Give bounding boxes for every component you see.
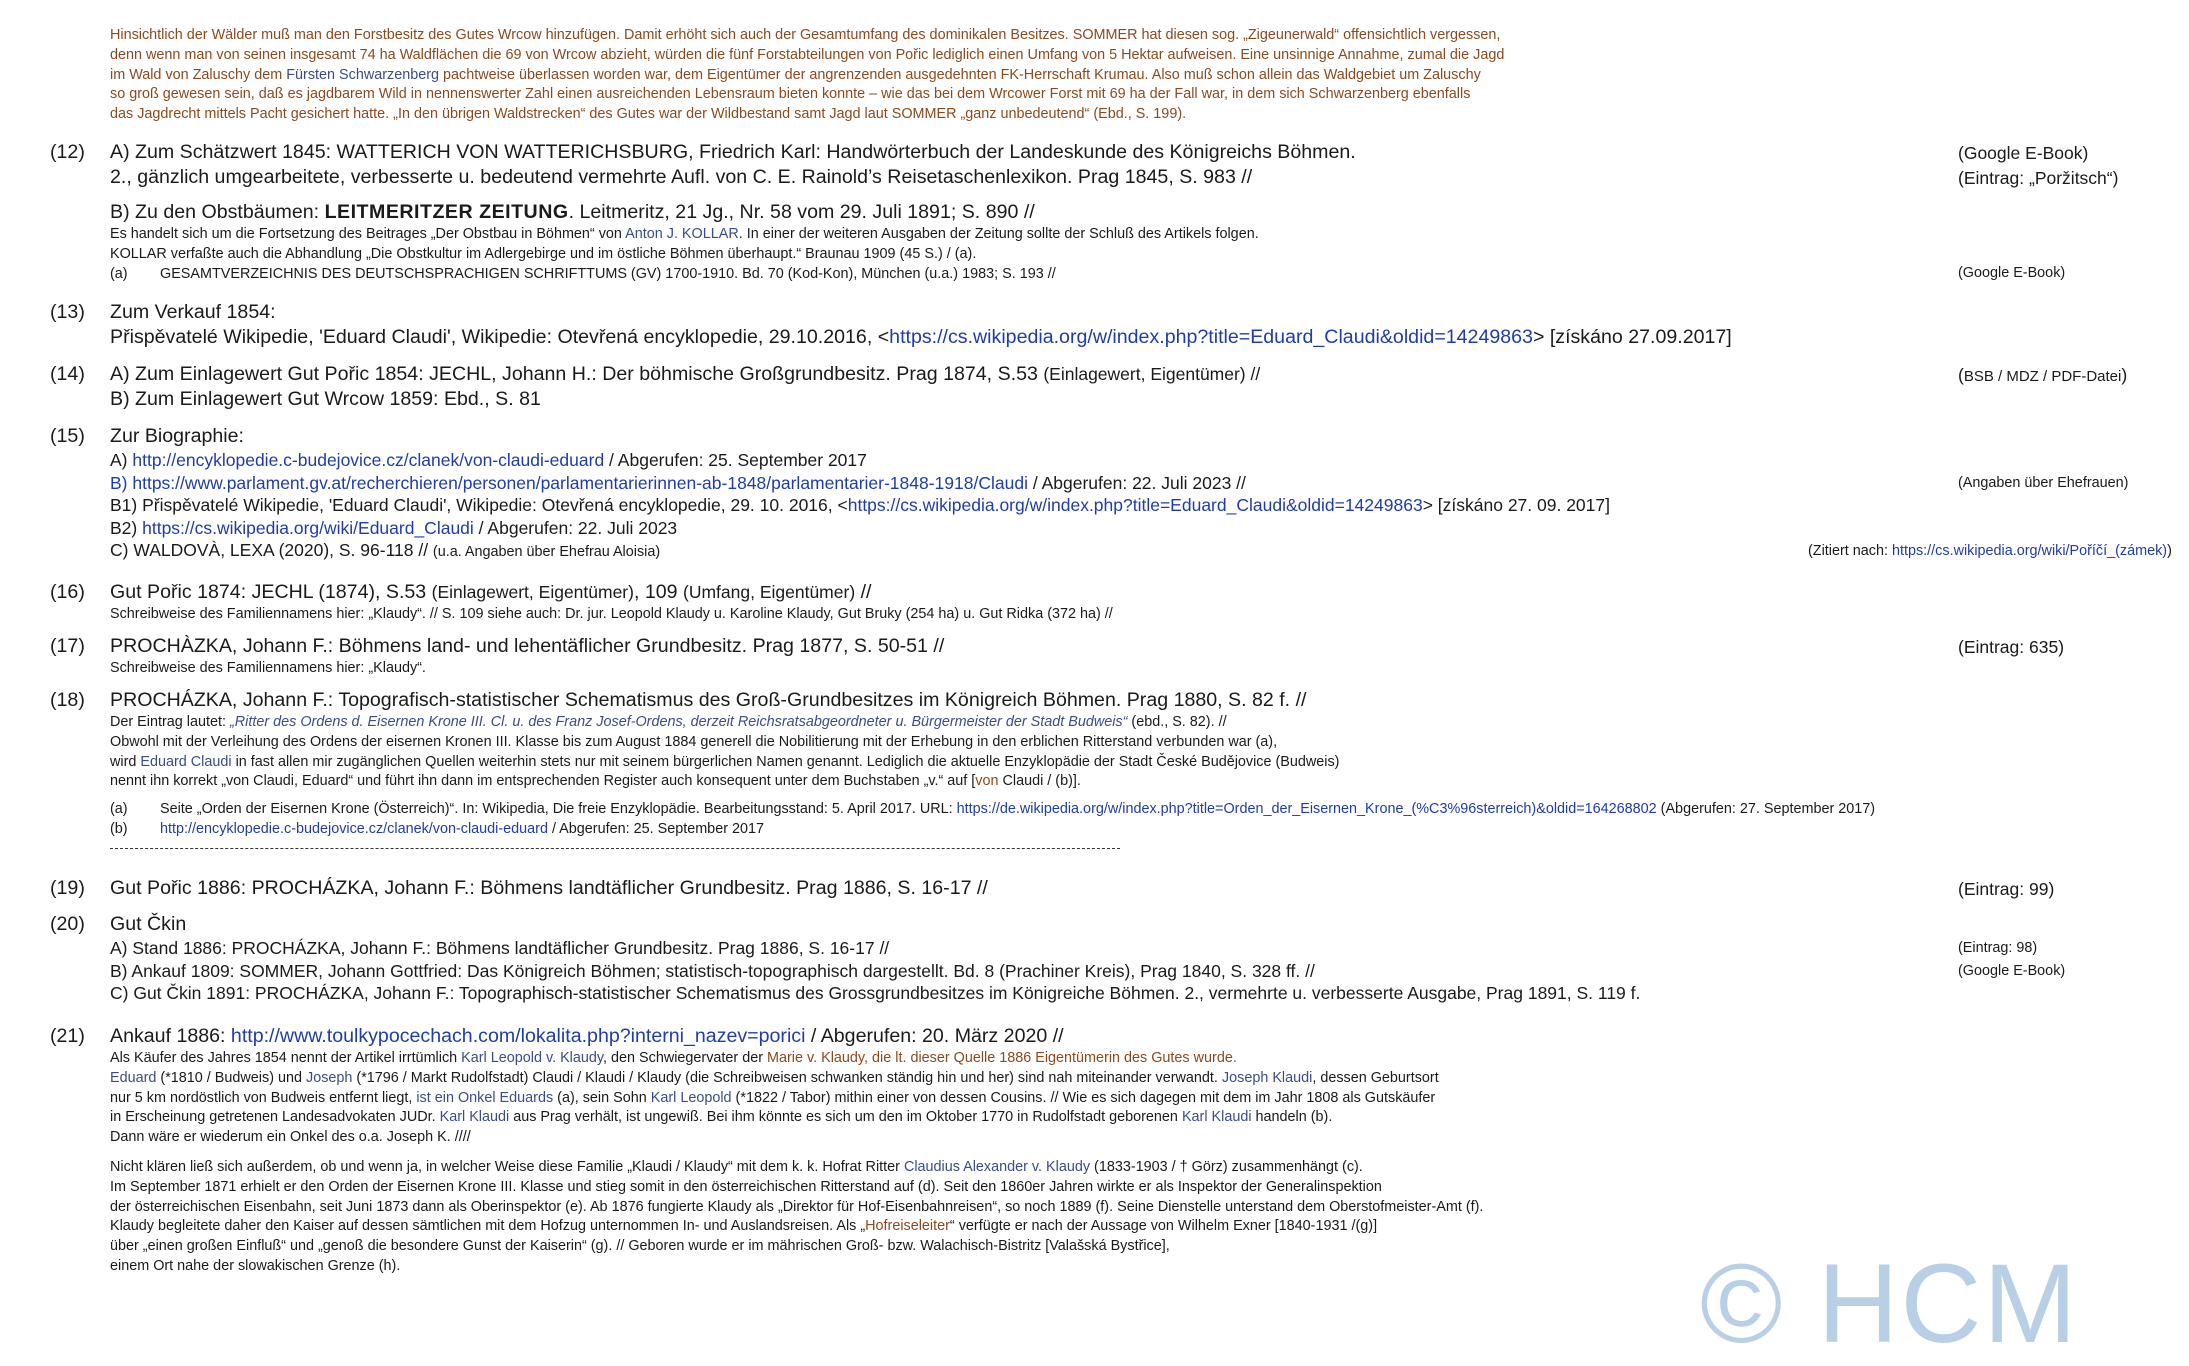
person-name: Karl Leopold v. Klaudy — [461, 1050, 604, 1066]
note-line — [110, 1158, 2170, 1178]
paren: ) — [2121, 365, 2128, 385]
citation-line: A) Zum Schätzwert 1845: WATTERICH VON WATTERICHSBURG, Friedrich Karl: Handwörterbuch der Landeskunde des Königreichs Böhmen. — [110, 141, 1356, 163]
note-text: Klaudy begleitete daher den Kaiser auf dessen sämtlichen mit dem Hofzug unternommen In- und Auslandsreisen. Als „ — [110, 1218, 866, 1235]
citation-text: / Abgerufen: 22. Juli 2023 — [473, 517, 678, 538]
link[interactable]: https://de.wikipedia.org/w/index.php?title=Orden_der_Eisernen_Krone_(%C3%96sterreich)&oldid=164268802 — [956, 801, 1657, 818]
footnote-body — [110, 912, 2170, 1005]
footnote-body — [110, 688, 2170, 839]
note-text: handeln (b). — [1251, 1109, 1333, 1126]
note-line: Obwohl mit der Verleihung des Ordens der eisernen Kronen III. Klasse bis zum August 1884 generell die Nobilitierung mit der Erhebung in den erblichen Ritterstand verbunden war (a), — [110, 733, 1278, 750]
footnote-number: (14) — [50, 363, 85, 385]
place-name: Wrcower Forst mit 69 ha — [989, 86, 1146, 103]
note-line — [110, 1217, 2170, 1237]
place-name: Wald von Zaluschy — [129, 66, 251, 83]
intro-text: der Fall war, in dem sich Schwarzenberg ebenfalls — [1145, 86, 1471, 103]
note-text: (*1796 / Markt Rudolfstadt) Claudi / Klaudi / Klaudy (die Schreibweisen schwanken ständig hin und her) sind nah miteinander verwandt. — [352, 1069, 1222, 1086]
divider — [110, 848, 1120, 849]
note-line: einem Ort nahe der slowakischen Grenze (h). — [110, 1257, 401, 1274]
note-text: Es handelt sich um die Fortsetzung des Beitrages „Der Obstbau in Böhmen“ von — [110, 226, 626, 242]
citation-line: C) Gut Čkin 1891: PROCHÁZKA, Johann F.: Topographisch-statistischer Schematismus des Grossgrundbesitzes im Königreiche Böhmen. 2., vermehrte u. verbesserte Ausgabe, Prag 1891, S. 119 f. — [110, 983, 1641, 1004]
sub-footnote — [110, 820, 2170, 840]
highlight: von — [975, 773, 999, 790]
citation-text: Přispěvatelé Wikipedie, 'Eduard Claudi', Wikipedie: Otevřená encyklopedie, 29.10.2016, < — [110, 326, 890, 348]
citation-line: Gut Pořic 1886: PROCHÁZKA, Johann F.: Böhmens landtäflicher Grundbesitz. Prag 1886, S. 16-17 // — [110, 877, 988, 899]
source-note: (Angaben über Ehefrauen) — [1958, 475, 2129, 491]
person-name: Eduard — [110, 1069, 157, 1086]
source-note: (Eintrag: „Poržitsch“) — [1958, 168, 2119, 188]
citation-text: B1) Přispěvatelé Wikipedie, 'Eduard Claudi', Wikipedie: Otevřená encyklopedie, 29. 10. 2016, < — [110, 495, 848, 516]
citation-line: Zum Verkauf 1854: — [110, 301, 276, 323]
citation-text: > [získáno 27.09.2017] — [1532, 326, 1732, 348]
intro-paragraph — [110, 26, 1810, 125]
note-line — [110, 772, 2170, 792]
link[interactable]: https://cs.wikipedia.org/wiki/Poříčí_(zámek) — [1891, 543, 2168, 559]
citation-text: > [získáno 27. 09. 2017] — [1422, 495, 1610, 516]
sub-footnote-label: (b) — [110, 820, 128, 837]
copyright-watermark: © HCM — [1700, 1241, 2079, 1366]
sub-footnote-text: Seite „Orden der Eisernen Krone (Österreich)“. In: Wikipedia, Die freie Enzyklopädie. Bearbeitungsstand: 5. April 2017. URL: — [160, 801, 957, 818]
intro-highlight: Hinsichtlich der Wälder muß man den Forstbesitz des Gutes Wrcow hinzufügen. — [110, 27, 621, 43]
intro-line — [110, 85, 1810, 105]
citation-note: (Einlagewert, Eigentümer) — [431, 582, 634, 602]
intro-line: das Jagdrecht mittels Pacht gesichert hatte. „In den übrigen Waldstrecken“ des Gutes war der Wildbestand samt Jagd laut SOMMER „ganz unbedeutend“ (Ebd., S. 199). — [110, 106, 1187, 123]
citation-line: Zur Biographie: — [110, 425, 244, 447]
citation-text: . Leitmeritz, 21 Jg., Nr. 58 vom 29. Juli 1891; S. 890 // — [568, 201, 1035, 223]
note-text: Claudi / (b)]. — [998, 773, 1081, 790]
footnote-body — [110, 634, 2170, 679]
citation-text: Gut Pořic 1874: JECHL (1874), S.53 — [110, 581, 432, 603]
note-line — [110, 1069, 2170, 1089]
intro-line — [110, 66, 1810, 86]
sub-footnote — [110, 265, 2170, 285]
link[interactable]: https://cs.wikipedia.org/w/index.php?title=Eduard_Claudi&oldid=14249863 — [847, 495, 1423, 516]
person-name: Claudius Alexander v. Klaudy — [903, 1158, 1091, 1175]
person-name: Karl Leopold — [650, 1089, 732, 1106]
author-name: Anton J. KOLLAR — [625, 226, 739, 242]
citation-text: / Abgerufen: 22. Juli 2023 // — [1027, 472, 1246, 493]
intro-text: pachtweise überlassen worden war, dem Eigentümer der angrenzenden ausgedehnten FK-Herrschaft Krumau. Also muß schon allein das Waldgebiet um Zaluschy — [439, 66, 1481, 83]
citation-line: B) Ankauf 1809: SOMMER, Johann Gottfried: Das Königreich Böhmen; statistisch-topographisch dargestellt. Bd. 8 (Prachiner Kreis), Prag 1840, S. 328 ff. // — [110, 960, 1315, 981]
source-note: (Eintrag: 98) — [1958, 940, 2038, 956]
note-text: (1833-1903 / † Görz) zusammenhängt (c). — [1090, 1158, 1363, 1175]
quotation: „Ritter des Ordens d. Eisernen Krone III. Cl. u. des Franz Josef-Ordens, derzeit Reichsratsabgeordneter u. Bürgermeister der Stadt Budweis“ — [229, 714, 1128, 730]
footnote-number: (17) — [50, 635, 85, 657]
highlight: ist ein Onkel Eduards — [416, 1089, 554, 1106]
citation-line — [110, 325, 2170, 350]
note-line — [110, 1089, 2170, 1109]
source-note: (Google E-Book) — [1958, 963, 2066, 979]
intro-text: so groß gewesen sein, daß es jagdbarem Wild in nennenswerter Zahl einen ausreichenden Lebensraum bieten konnte – wie das bei dem — [110, 86, 990, 103]
intro-text: dem — [250, 66, 287, 83]
citation-line — [110, 1024, 2170, 1049]
note-text: nennt ihn korrekt „von Claudi, Eduard“ und führt ihn dann im entsprechenden Register auch konsequent unter dem Buchstaben „v.“ auf [ — [110, 773, 976, 790]
person-name: Fürsten Schwarzenberg — [286, 66, 440, 83]
footnote-body — [110, 424, 2170, 563]
note-line — [110, 1049, 2170, 1069]
citation-text: A) Zum Einlagewert Gut Pořic 1854: JECHL, Johann H.: Der böhmische Großgrundbesitz. Prag 1874, S.53 — [110, 363, 1044, 385]
note-text: (a), sein Sohn — [553, 1089, 651, 1106]
citation-text: , 109 — [633, 581, 683, 603]
citation-line — [110, 494, 2170, 517]
note-text: Nicht klären ließ sich außerdem, ob und wenn ja, in welcher Weise diese Familie „Klaudi / Klaudy“ mit dem k. k. Hofrat Ritter — [110, 1158, 904, 1175]
note-text: Der Eintrag lautet: — [110, 714, 230, 730]
note-text: ) — [2167, 543, 2172, 559]
source-note: (Eintrag: 99) — [1958, 879, 2055, 899]
citation-line — [110, 580, 2170, 605]
note-line: KOLLAR verfaßte auch die Abhandlung „Die Obstkultur im Adlergebirge und im östliche Böhmen überhaupt.“ Braunau 1909 (45 S.) / (a). — [110, 245, 977, 262]
note-text: aus Prag verhält, ist ungewiß. Bei ihm könnte es sich um den im Oktober 1770 in Rudolfstadt geborenen — [509, 1109, 1182, 1126]
source-note — [1808, 542, 2172, 562]
citation-text: C) WALDOVÀ, LEXA (2020), S. 96-118 // — [110, 540, 433, 561]
footnote-body — [110, 876, 2170, 901]
note-line — [110, 225, 2170, 245]
citation-text: A) — [110, 450, 133, 470]
note-line — [110, 753, 2170, 773]
note-line: der österreichischen Eisenbahn, seit Juni 1873 dann als Oberinspektor (e). Ab 1876 fungierte Klaudy als „Direktor für Hof-Eisenbahnreisen“, so noch 1889 (f). Seine Dienstelle unterstand dem Oberstofmeister-Amt (f). — [110, 1198, 1484, 1215]
citation-line: 2., gänzlich umgearbeitete, verbesserte u. bedeutend vermehrte Aufl. von C. E. Rainold’s Reisetaschenlexikon. Prag 1845, S. 983 // — [110, 166, 1253, 188]
citation-text: // — [855, 581, 872, 603]
intro-line — [110, 26, 1810, 46]
sub-footnote-label: (a) — [110, 801, 128, 818]
intro-line: denn wenn man von seinen insgesamt 74 ha Waldflächen die 69 von Wrcow abzieht, würden die fünf Forstabteilungen von Pořic lediglich einen Umfang von 5 Hektar aufweisen. Eine unsinnige Annahme, zumal die Jagd — [110, 46, 1505, 63]
highlight: Marie v. Klaudy, die lt. dieser Quelle 1886 Eigentümerin des Gutes wurde. — [767, 1050, 1237, 1066]
sub-footnote-label: (a) — [110, 265, 128, 282]
citation-text: / Abgerufen: 20. März 2020 // — [805, 1025, 1064, 1047]
citation-text: / Abgerufen: 25. September 2017 — [604, 450, 867, 470]
citation-line — [110, 200, 2170, 225]
citation-line: B) Zum Einlagewert Gut Wrcow 1859: Ebd., S. 81 — [110, 388, 541, 410]
link[interactable]: http://www.toulkypocechach.com/lokalita.php?interni_nazev=porici — [230, 1025, 806, 1047]
link[interactable]: https://cs.wikipedia.org/w/index.php?title=Eduard_Claudi&oldid=14249863 — [889, 326, 1533, 348]
sub-footnote-text: GESAMTVERZEICHNIS DES DEUTSCHSPRACHIGEN SCHRIFTTUMS (GV) 1700-1910. Bd. 70 (Kod-Kon), München (u.a.) 1983; S. 193 // — [160, 265, 1056, 282]
citation-line — [110, 472, 2170, 495]
note-line: über „einen großen Einfluß“ und „genoß die besondere Gunst der Kaiserin“ (g). // Geboren wurde er im mährischen Groß- bzw. Walachisch-Bistritz [Valašská Bystřice], — [110, 1238, 1170, 1255]
citation-line — [110, 449, 2170, 472]
sub-footnote-text: / Abgerufen: 25. September 2017 — [547, 820, 764, 837]
citation-line: Gut Čkin — [110, 913, 187, 935]
citation-text: B) Zu den Obstbäumen: — [110, 201, 325, 223]
link[interactable]: http://encyklopedie.c-budejovice.cz/clanek/von-claudi-eduard — [132, 450, 605, 470]
source-note — [1958, 364, 2127, 389]
person-name: Eduard Claudi — [140, 753, 232, 770]
citation-text: Ankauf 1886: — [110, 1025, 231, 1047]
note-line: Schreibweise des Familiennamens hier: „Klaudy“. — [110, 660, 426, 676]
source-note: (Eintrag: 635) — [1958, 637, 2065, 657]
person-name: Karl Klaudi — [439, 1109, 510, 1126]
sub-footnote-text: (Abgerufen: 27. September 2017) — [1656, 801, 1876, 818]
paren: ( — [1958, 365, 1964, 385]
note-text: (*1822 / Tabor) mithin einer von dessen Cousins. // Wie es sich dagegen mit dem im Jahr 1808 als Gutskäufer — [731, 1089, 1436, 1106]
footnote-number: (18) — [50, 689, 85, 711]
note-text: , den Schwiegervater der — [603, 1050, 768, 1066]
intro-text: im — [110, 66, 130, 83]
footnote-body — [110, 300, 2170, 350]
note-line: Im September 1871 erhielt er den Orden der Eisernen Krone III. Klasse und stieg somit in den österreichischen Ritterstand auf (d). Seit den 1860er Jahren wirkte er als Inspektor der Generalinspektion — [110, 1178, 1382, 1195]
footnote-body — [110, 1024, 2170, 1277]
citation-line — [110, 517, 2170, 540]
sub-footnote — [110, 800, 2170, 820]
citation-line: PROCHÀZKA, Johann F.: Böhmens land- und lehentäflicher Grundbesitz. Prag 1877, S. 50-51 // — [110, 635, 945, 657]
footnote-number: (19) — [50, 877, 85, 899]
note-text: , dessen Geburtsort — [1312, 1069, 1439, 1086]
note-text: (ebd., S. 82). // — [1127, 714, 1227, 730]
citation-note: (u.a. Angaben über Ehefrau Aloisia) — [432, 544, 661, 561]
footnote-number: (16) — [50, 581, 85, 603]
source-name: BSB / MDZ / PDF-Datei — [1963, 368, 2122, 385]
note-line: Schreibweise des Familiennamens hier: „Klaudy“. // S. 109 siehe auch: Dr. jur. Leopold Klaudy u. Karoline Klaudy, Gut Bruky (254 ha) u. Gut Ridka (372 ha) // — [110, 606, 1113, 622]
source-note: (Google E-Book) — [1958, 143, 2089, 163]
link[interactable]: https://cs.wikipedia.org/wiki/Eduard_Claudi — [142, 517, 474, 538]
highlight: Hofreiseleiter — [865, 1218, 950, 1235]
newspaper-title: LEITMERITZER ZEITUNG — [324, 201, 569, 223]
note-text: (Zitiert nach: — [1808, 543, 1892, 559]
footnote-body — [110, 362, 2170, 412]
citation-text: B2) — [110, 517, 143, 538]
note-line — [110, 1108, 2170, 1128]
link[interactable]: http://encyklopedie.c-budejovice.cz/clanek/von-claudi-eduard — [160, 820, 548, 837]
note-text: “ verfügte er nach der Aussage von Wilhelm Exner [1840-1931 /(g)] — [949, 1218, 1378, 1235]
footnote-number: (13) — [50, 301, 85, 323]
footnote-body — [110, 140, 2170, 284]
person-name: Joseph Klaudi — [1221, 1069, 1313, 1086]
person-name: Karl Klaudi — [1181, 1109, 1252, 1126]
citation-note: (Umfang, Eigentümer) — [683, 582, 856, 602]
note-text: (*1810 / Budweis) und — [156, 1069, 306, 1086]
citation-note: (Einlagewert, Eigentümer) // — [1043, 364, 1261, 384]
source-note: (Google E-Book) — [1958, 265, 2066, 281]
footnote-number: (12) — [50, 141, 85, 163]
citation-line: PROCHÁZKA, Johann F.: Topografisch-statistischer Schematismus des Groß-Grundbesitzes im Königreich Böhmen. Prag 1880, S. 82 f. // — [110, 689, 1307, 711]
note-line — [110, 713, 2170, 733]
note-text: nur 5 km nordöstlich von Budweis entfernt liegt, — [110, 1089, 417, 1106]
note-text: wird — [110, 753, 141, 770]
footnote-number: (20) — [50, 913, 85, 935]
note-line: Dann wäre er wiederum ein Onkel des o.a. Joseph K. //// — [110, 1129, 471, 1146]
note-text: in Erscheinung getretenen Landesadvokaten JUDr. — [110, 1109, 440, 1126]
footnote-number: (15) — [50, 425, 85, 447]
note-text: Als Käufer des Jahres 1854 nennt der Artikel irrtümlich — [110, 1050, 462, 1066]
link[interactable]: B) https://www.parlament.gv.at/recherchieren/personen/parlamentarierinnen-ab-1848/parlamentarier-1848-1918/Claudi — [110, 472, 1028, 493]
footnote-number: (21) — [50, 1025, 85, 1047]
person-name: Joseph — [306, 1069, 353, 1086]
note-text: . In einer der weiteren Ausgaben der Zeitung sollte der Schluß des Artikels folgen. — [738, 226, 1259, 242]
citation-line: A) Stand 1886: PROCHÁZKA, Johann F.: Böhmens landtäflicher Grundbesitz. Prag 1886, S. 16-17 // — [110, 938, 890, 958]
citation-line — [110, 362, 2170, 387]
note-text: in fast allen mir zugänglichen Quellen weiterhin stets nur mit seinem bürgerlichen Namen genannt. Lediglich die aktuelle Enzyklopädie der Stadt České Budějovice (Budweis) — [231, 753, 1340, 770]
footnote-body — [110, 580, 2170, 625]
intro-text: Damit erhöht sich auch der Gesamtumfang des dominikalen Besitzes. SOMMER hat diesen sog. „Zigeunerwald“ offensichtlich vergessen, — [620, 27, 1501, 43]
